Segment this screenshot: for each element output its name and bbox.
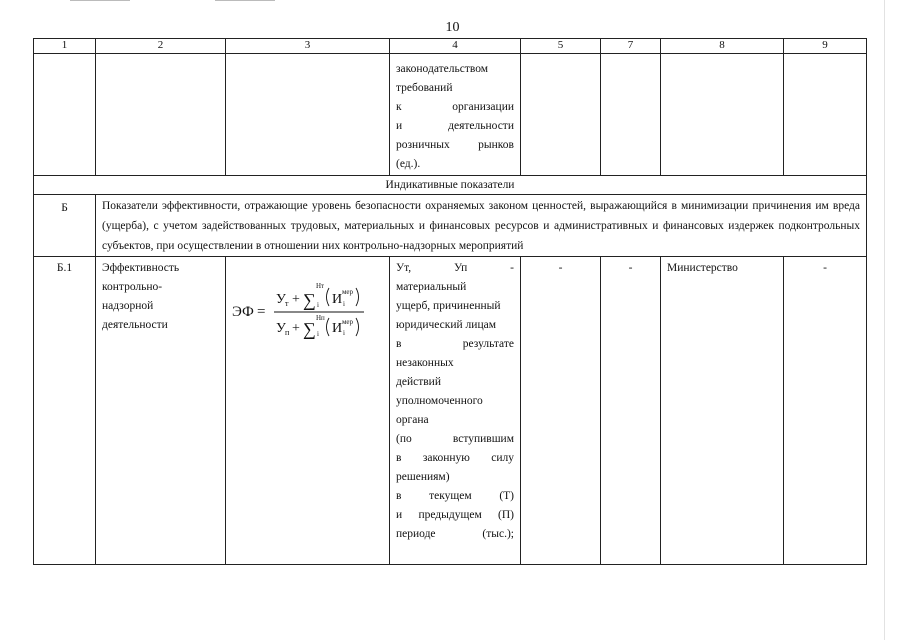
section-title-row xyxy=(34,176,867,195)
variable-description: Ут, Уп - материальный ущерб, причиненный юридический лицам в результате незаконных действий уполномоченного органа (по вступившим в законную силу решениям) в текущем (Т) и предыдущем (П) периоде (тыс.); xyxy=(390,257,521,565)
row-b1 xyxy=(34,257,867,565)
page-number: 10 xyxy=(445,20,460,35)
paren-icon xyxy=(356,318,359,336)
sum-icon: ∑ xyxy=(303,319,316,339)
indicator-name: Эффективность контрольно- надзорной деятельности xyxy=(96,257,226,565)
indicators-table xyxy=(33,38,867,565)
formula-term: И xyxy=(332,292,343,307)
formula-num-sup: Нт xyxy=(316,282,325,290)
formula-term: И xyxy=(332,321,343,336)
formula-den-sup: Нп xyxy=(316,314,325,322)
responsible-body: Министерство xyxy=(661,257,784,565)
scan-edge xyxy=(215,0,275,1)
efficiency-formula xyxy=(226,279,390,343)
column-number-row xyxy=(34,39,867,54)
formula-term-sup: мер xyxy=(342,288,354,296)
paren-icon xyxy=(327,318,330,336)
col9-value: - xyxy=(784,257,867,565)
paren-icon xyxy=(356,288,359,306)
col-number: 9 xyxy=(784,39,867,54)
col-number: 7 xyxy=(601,39,661,54)
sum-icon: ∑ xyxy=(303,290,316,310)
formula-num-u: У xyxy=(276,292,286,307)
formula-term-sup: мер xyxy=(342,318,354,326)
col-number: 2 xyxy=(96,39,226,54)
formula-eq: = xyxy=(257,304,266,320)
scan-edge xyxy=(884,0,885,640)
section-title: Индикативные показатели xyxy=(34,176,867,195)
formula-den-sub: п xyxy=(285,328,290,337)
col-number: 5 xyxy=(521,39,601,54)
scan-edge xyxy=(70,0,130,1)
continuation-row xyxy=(34,54,867,176)
formula-den-u: У xyxy=(276,321,286,336)
formula-term-sub: i xyxy=(343,329,345,337)
section-b-row xyxy=(34,195,867,257)
formula-sum-sub: i xyxy=(317,301,319,309)
formula-num-sub: т xyxy=(285,299,289,308)
continuation-text: законодательством требований к организации и деятельности розничных рынков (ед.). xyxy=(390,54,521,176)
row-code: Б.1 xyxy=(34,257,96,565)
paren-icon xyxy=(327,288,330,306)
formula-plus: + xyxy=(292,292,300,307)
col-number: 8 xyxy=(661,39,784,54)
section-b-text: Показатели эффективности, отражающие уровень безопасности охраняемых законом ценностей, выражающийся в минимизации причинения им вреда (ущерба), с учетом задействованных трудовых, материальных и финансовых ресурсов и административных и финансовых издержек подконтрольных субъектов, при осуществлении в отношении них контрольно-надзорных мероприятий xyxy=(96,195,867,257)
col5-value: - xyxy=(521,257,601,565)
section-b-code: Б xyxy=(34,195,96,257)
formula-lhs: ЭФ xyxy=(232,304,254,320)
formula-sum-sub: i xyxy=(317,330,319,338)
col-number: 4 xyxy=(390,39,521,54)
formula-term-sub: i xyxy=(343,300,345,308)
col-number: 3 xyxy=(226,39,390,54)
formula-cell xyxy=(226,257,390,565)
formula-plus: + xyxy=(292,321,300,336)
col-number: 1 xyxy=(34,39,96,54)
col7-value: - xyxy=(601,257,661,565)
